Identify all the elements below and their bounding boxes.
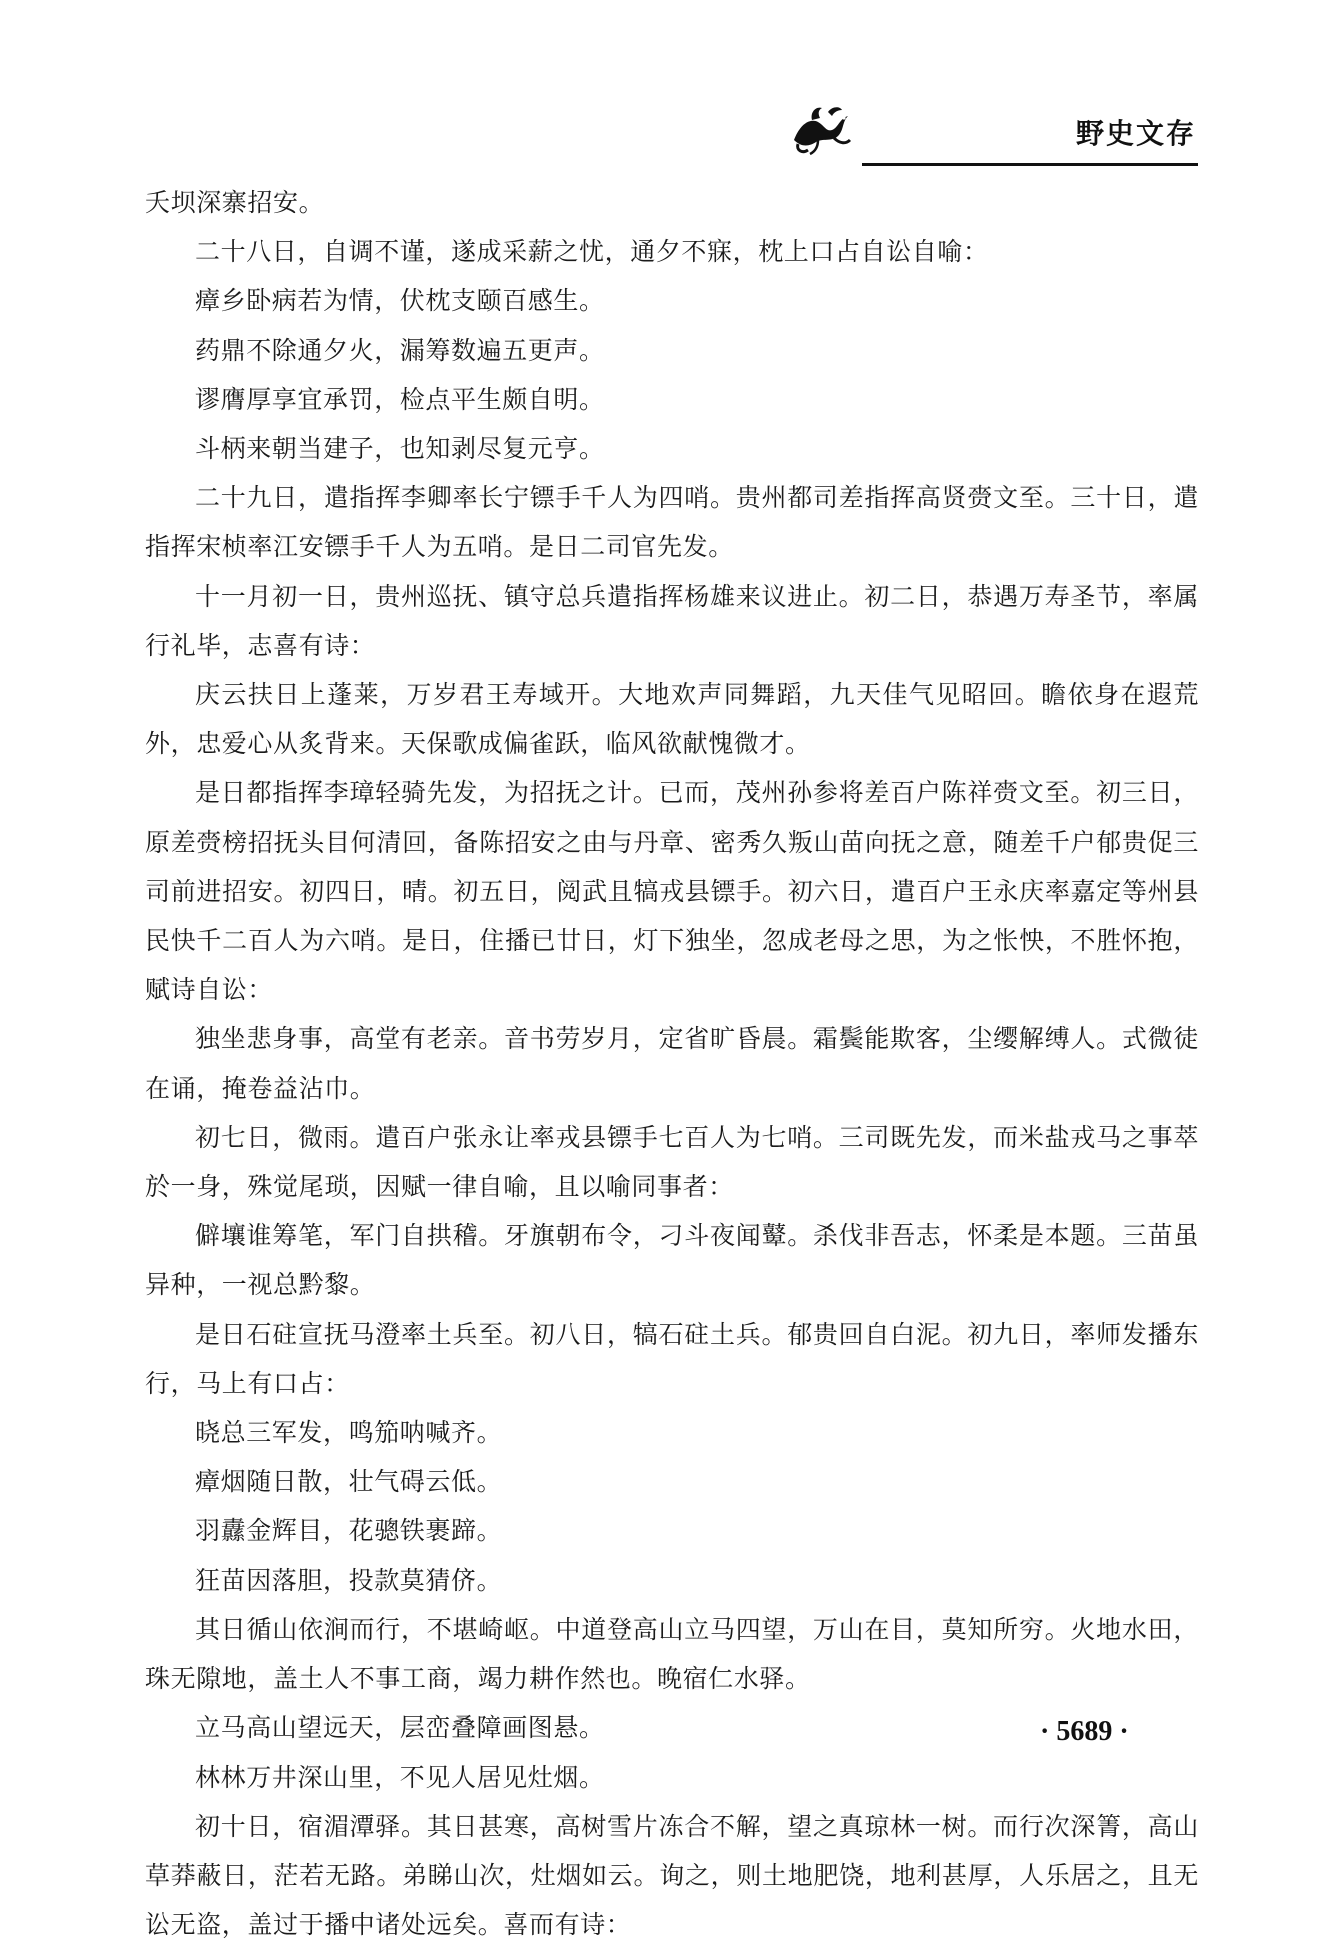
- paragraph: 二十九日，遣指挥李卿率长宁镖手千人为四哨。贵州都司差指挥高贤赍文至。三十日，遣指挥宋桢率江安镖手千人为五哨。是日二司官先发。: [145, 483, 1199, 562]
- poem-paragraph: 庆云扶日上蓬莱，万岁君王寿域开。大地欢声同舞蹈，九天佳气见昭回。瞻依身在遐荒外，忠爱心从炙背来。天保歌成偏雀跃，临风欲献愧微才。: [145, 680, 1199, 759]
- poem-line: 立马高山望远天，层峦叠障画图悬。: [195, 1713, 605, 1743]
- poem-line: 谬膺厚享宜承罚，检点平生颇自明。: [195, 384, 605, 414]
- paragraph: 二十八日，自调不谨，遂成采薪之忧，通夕不寐，枕上口占自讼自喻：: [195, 237, 989, 267]
- page-number: · 5689 ·: [1040, 1716, 1129, 1747]
- dragon-emblem-icon: [788, 100, 856, 156]
- poem-paragraph: 僻壤谁筹笔，军门自拱稽。牙旗朝布令，刁斗夜闻鼙。杀伐非吾志，怀柔是本题。三苗虽异种，一视总黔黎。: [145, 1221, 1199, 1300]
- poem-line: 斗柄来朝当建子，也知剥尽复元亨。: [195, 434, 605, 464]
- paragraph: 初七日，微雨。遣百户张永让率戎县镖手七百人为七哨。三司既先发，而米盐戎马之事萃於一身，殊觉尾琐，因赋一律自喻，且以喻同事者：: [145, 1122, 1199, 1202]
- poem-paragraph: 独坐悲身事，高堂有老亲。音书劳岁月，定省旷昏晨。霜鬓能欺客，尘缨解缚人。式微徒在诵，掩卷益沾巾。: [145, 1024, 1199, 1103]
- paragraph: 十一月初一日，贵州巡抚、镇守总兵遣指挥杨雄来议进止。初二日，恭遇万寿圣节，率属行礼毕，志喜有诗：: [145, 581, 1199, 660]
- poem-line: 晓总三军发，鸣笳呐喊齐。: [195, 1418, 503, 1448]
- paragraph: 是日都指挥李璋轻骑先发，为招抚之计。已而，茂州孙参将差百户陈祥赍文至。初三日，原差赍榜招抚头目何清回，备陈招安之由与丹章、密秀久叛山苗向抚之意，随差千户郁贵促三司前进招安。初四日，晴。初五日，阅武且犒戎县镖手。初六日，遣百户王永庆率嘉定等州县民快千二百人为六哨。是日，住播已廿日，灯下独坐，忽成老母之思，为之怅怏，不胜怀抱，赋诗自讼：: [145, 778, 1199, 1005]
- poem-line: 狂苗因落胆，投款莫猜侪。: [195, 1565, 503, 1595]
- series-title: 野史文存: [1075, 117, 1196, 150]
- poem-line: 瘴乡卧病若为情，伏枕支颐百感生。: [195, 286, 605, 316]
- poem-line: 林林万井深山里，不见人居见灶烟。: [195, 1762, 605, 1792]
- poem-line: 药鼎不除通夕火，漏筹数遍五更声。: [195, 335, 605, 365]
- paragraph: 是日石砫宣抚马澄率土兵至。初八日，犒石砫土兵。郁贵回自白泥。初九日，率师发播东行，马上有口占：: [145, 1319, 1199, 1398]
- paragraph: 夭坝深寨招安。: [145, 188, 325, 217]
- body-text: [145, 178, 1199, 1949]
- poem-line: 瘴烟随日散，壮气碍云低。: [195, 1467, 503, 1497]
- paragraph: 初十日，宿湄潭驿。其日甚寒，高树雪片冻合不解，望之真琼林一树。而行次深箐，高山草莽蔽日，茫若无路。弟睇山次，灶烟如云。询之，则土地肥饶，地利甚厚，人乐居之，且无讼无盗，盖过于播中诸处远矣。喜而有诗：: [145, 1811, 1199, 1940]
- poem-line: 羽纛金辉目，花骢铁裹蹄。: [195, 1516, 503, 1546]
- page-header: [788, 98, 1198, 170]
- header-rule: [862, 163, 1198, 166]
- paragraph: 其日循山依涧而行，不堪崎岖。中道登高山立马四望，万山在目，莫知所穷。火地水田，珠无隙地，盖土人不事工商，竭力耕作然也。晚宿仁水驿。: [145, 1614, 1199, 1694]
